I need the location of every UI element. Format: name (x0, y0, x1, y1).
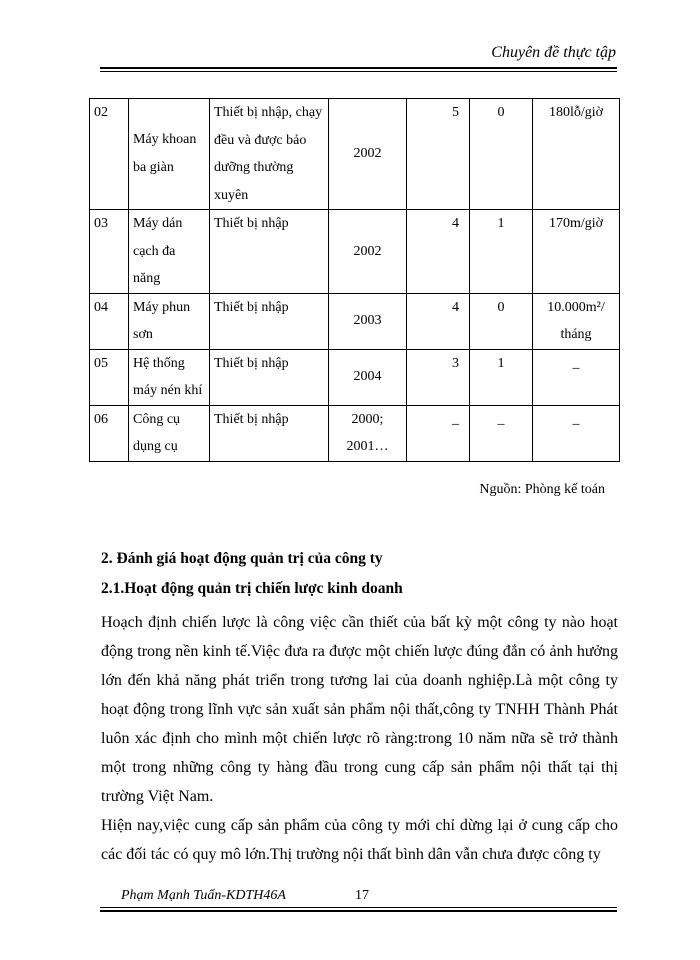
cell-col6: _ (470, 405, 533, 461)
cell-origin: Thiết bị nhập (210, 349, 329, 405)
paragraph: Hoạch định chiến lược là công việc cần thiết của bất kỳ một công ty nào hoạt động trong nền kinh tế.Việc đưa ra được một chiến lược đúng đắn có ảnh hưởng lớn đến khả năng phát triển trong tương lai của doanh nghiệp.Là một công ty hoạt động trong lĩnh vực sản xuất sản phẩm nội thất,công ty TNHH Thành Phát luôn xác định cho mình một chiến lược rõ ràng:trong 10 năm nữa sẽ trở thành một trong những công ty hàng đầu trong cung cấp sản phẩm nội thất tại thị trường Việt Nam. (101, 614, 618, 805)
cell-year: 2002 (329, 99, 407, 210)
cell-year: 2004 (329, 349, 407, 405)
cell-no: 02 (90, 99, 129, 210)
cell-col5: 4 (407, 210, 470, 294)
cell-no: 05 (90, 349, 129, 405)
footer-rule-thin (100, 907, 617, 908)
cell-name: Máy phun sơn (129, 293, 210, 349)
page-number: 17 (355, 888, 369, 903)
cell-capacity: 170m/giờ (533, 210, 620, 294)
section-heading: 2. Đánh giá hoạt động quản trị của công ty (101, 550, 383, 567)
cell-capacity: 10.000m²/ tháng (533, 293, 620, 349)
cell-col5: _ (407, 405, 470, 461)
header-rule-thin (100, 71, 617, 72)
cell-origin: Thiết bị nhập, chạy đều và được bảo dưỡng thường xuyên (210, 99, 329, 210)
body-text (101, 608, 618, 869)
cell-capacity: _ (533, 405, 620, 461)
cell-col5: 4 (407, 293, 470, 349)
cell-name: Máy dán cạch đa năng (129, 210, 210, 294)
cell-origin: Thiết bị nhập (210, 293, 329, 349)
footer-author: Phạm Mạnh Tuấn-KDTH46A (121, 888, 286, 903)
running-header-title: Chuyên đề thực tập (491, 44, 616, 61)
cell-year: 2002 (329, 210, 407, 294)
cell-col5: 5 (407, 99, 470, 210)
cell-name: Máy khoan ba giàn (129, 99, 210, 210)
cell-no: 04 (90, 293, 129, 349)
table-row (90, 405, 620, 461)
table-row (90, 293, 620, 349)
cell-year: 2000; 2001… (329, 405, 407, 461)
cell-name: Hệ thống máy nén khí (129, 349, 210, 405)
header-rule-thick (100, 67, 617, 69)
footer-rule-thick (100, 910, 617, 912)
cell-name: Công cụ dụng cụ (129, 405, 210, 461)
cell-capacity: 180lỗ/giờ (533, 99, 620, 210)
cell-year: 2003 (329, 293, 407, 349)
subsection-heading: 2.1.Hoạt động quản trị chiến lược kinh doanh (101, 580, 403, 597)
cell-col6: 1 (470, 210, 533, 294)
source-note: Nguồn: Phòng kế toán (479, 482, 605, 497)
table-row (90, 349, 620, 405)
cell-col6: 1 (470, 349, 533, 405)
paragraph: Hiện nay,việc cung cấp sản phẩm của công ty mới chỉ dừng lại ở cung cấp cho các đối tác có quy mô lớn.Thị trường nội thất bình dân vẫn chưa được công ty (101, 817, 618, 863)
table-row (90, 210, 620, 294)
cell-origin: Thiết bị nhập (210, 405, 329, 461)
cell-col6: 0 (470, 99, 533, 210)
cell-origin: Thiết bị nhập (210, 210, 329, 294)
cell-no: 03 (90, 210, 129, 294)
cell-col6: 0 (470, 293, 533, 349)
equipment-table (89, 98, 620, 462)
cell-no: 06 (90, 405, 129, 461)
table-row (90, 99, 620, 210)
cell-col5: 3 (407, 349, 470, 405)
cell-capacity: _ (533, 349, 620, 405)
